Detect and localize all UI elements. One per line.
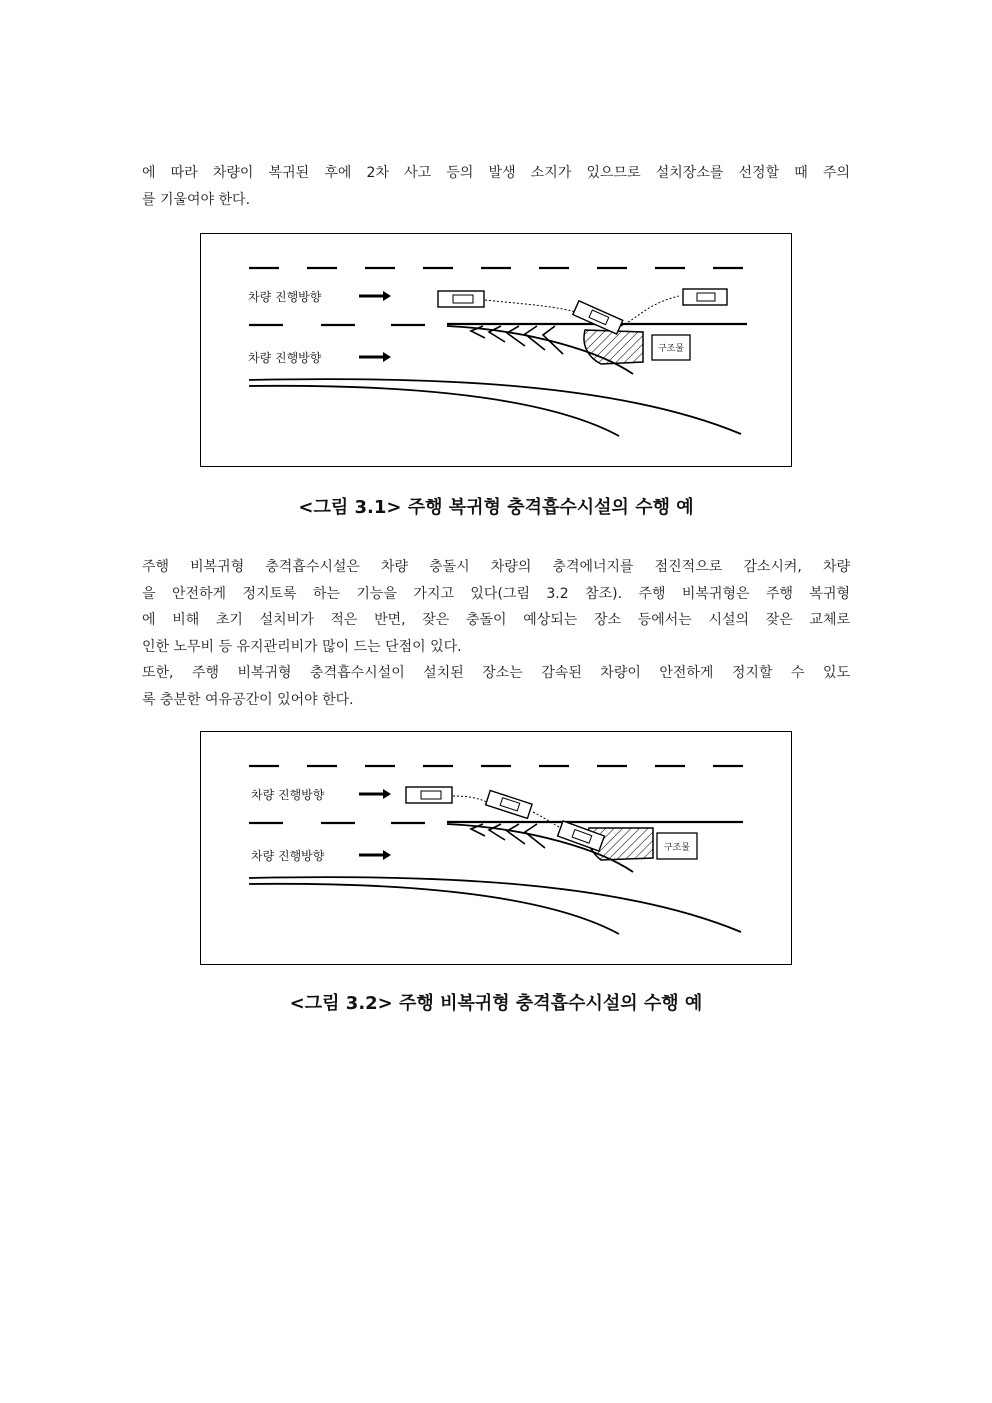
car-trajectory xyxy=(485,300,581,314)
direction-arrow-icon xyxy=(359,850,391,860)
paragraph-1 xyxy=(142,160,850,213)
paragraph-2 xyxy=(142,554,850,660)
figure-caption: <그림 3.2> 주행 비복귀형 충격흡수시설의 수행 예 xyxy=(289,993,703,1014)
car-trajectory xyxy=(453,796,487,802)
figure-3-2 xyxy=(200,731,792,965)
text-line: 인한 노무비 등 유지관리비가 많이 드는 단점이 있다. xyxy=(142,638,462,655)
figure-3-1-drawing xyxy=(201,234,793,468)
attenuator-chevrons xyxy=(471,326,563,354)
figure-3-1 xyxy=(200,233,792,467)
text-line: 에 비해 초기 설치비가 적은 반면, 잦은 충돌이 예상되는 장소 등에서는 시설의 잦은 교체로 xyxy=(142,612,850,628)
car-icon xyxy=(438,291,484,307)
text-line: 에 따라 차량이 복귀된 후에 2차 사고 등의 발생 소지가 있으므로 설치장소를 선정할 때 주의 xyxy=(142,165,850,181)
structure-label: 구조물 xyxy=(657,344,685,354)
structure-label: 구조물 xyxy=(663,843,691,853)
road-edge-curve xyxy=(249,386,619,436)
road-edge-curve xyxy=(249,884,619,934)
car-icon xyxy=(406,787,452,803)
text-line: 또한, 주행 비복귀형 충격흡수시설이 설치된 장소는 감속된 차량이 안전하게 정지할 수 있도 xyxy=(142,665,850,681)
paragraph-3 xyxy=(142,660,850,713)
car-trajectory xyxy=(533,812,561,828)
lane-label-bottom: 차량 진행방향 xyxy=(248,351,322,365)
direction-arrow-icon xyxy=(359,352,391,362)
road-edge-curve xyxy=(249,379,741,434)
car-icon xyxy=(486,791,532,819)
text-line: 주행 비복귀형 충격흡수시설은 차량 충돌시 차량의 충격에너지를 점진적으로 감소시켜, 차량 xyxy=(142,559,850,575)
car-icon xyxy=(558,821,605,851)
car-icon xyxy=(683,289,727,305)
crash-cushion xyxy=(584,330,643,364)
car-icon xyxy=(573,301,623,334)
direction-arrow-icon xyxy=(359,789,391,799)
text-line: 록 충분한 여유공간이 있어야 한다. xyxy=(142,691,354,708)
text-line: 를 기울여야 한다. xyxy=(142,191,251,208)
car-trajectory xyxy=(621,296,679,326)
road-edge-curve xyxy=(249,877,741,932)
lane-label-bottom: 차량 진행방향 xyxy=(251,849,325,863)
figure-3-2-drawing xyxy=(201,732,793,966)
lane-label-top: 차량 진행방향 xyxy=(248,290,322,304)
figure-caption: <그림 3.1> 주행 복귀형 충격흡수시설의 수행 예 xyxy=(298,497,694,518)
text-line: 을 안전하게 정지토록 하는 기능을 가지고 있다(그림 3.2 참조). 주행 비복귀형은 주행 복귀형 xyxy=(142,585,850,602)
direction-arrow-icon xyxy=(359,291,391,301)
lane-label-top: 차량 진행방향 xyxy=(251,788,325,802)
